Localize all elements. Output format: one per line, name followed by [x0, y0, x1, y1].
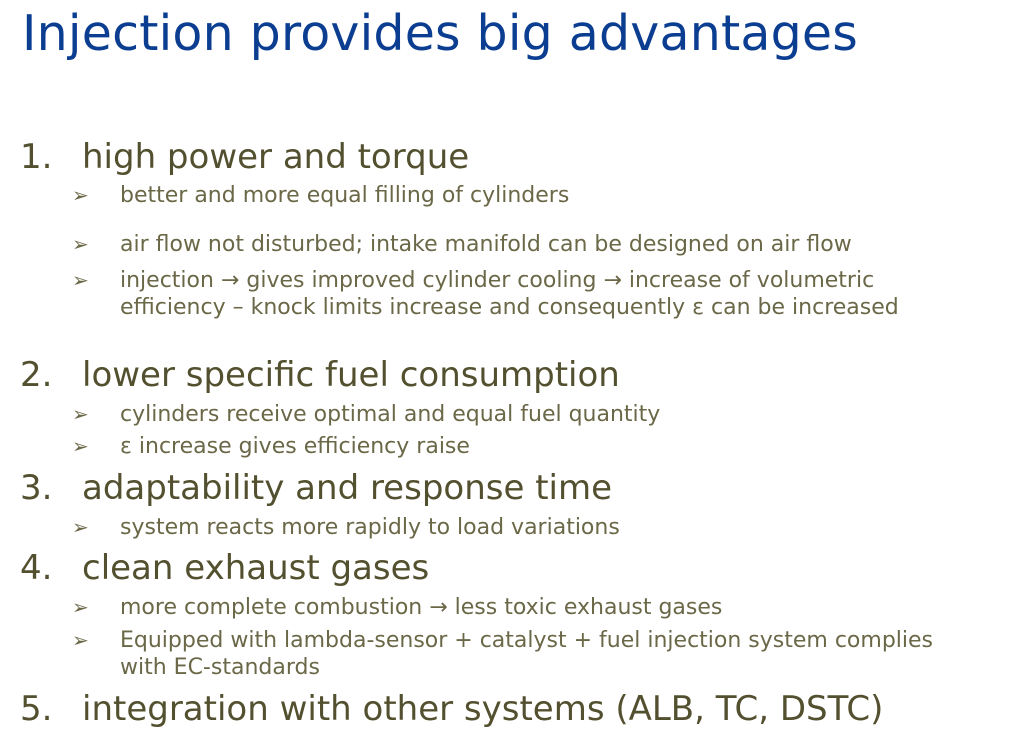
point-heading: adaptability and response time — [82, 468, 613, 508]
sub-item-text: Equipped with lambda-sensor + catalyst + fuel injection system complies with EC-standards — [120, 628, 934, 680]
arrow-bullet-icon: ➢ — [72, 628, 89, 652]
arrow-bullet-icon: ➢ — [72, 268, 89, 292]
sub-item-text: injection → gives improved cylinder cooling → increase of volumetric efficiency – knock limits increase and consequently ε can be increased — [120, 268, 899, 320]
point-number: 3. — [20, 468, 53, 508]
point-number: 2. — [20, 355, 53, 395]
point-heading: high power and torque — [82, 137, 470, 177]
sub-item-text: ε increase gives efficiency raise — [120, 434, 470, 459]
arrow-bullet-icon: ➢ — [72, 595, 89, 619]
point-2 — [20, 355, 620, 395]
point-4 — [20, 548, 429, 588]
sub-item — [72, 182, 972, 209]
point-number: 5. — [20, 689, 53, 729]
arrow-bullet-icon: ➢ — [72, 515, 89, 539]
sub-item — [72, 267, 972, 321]
point-5 — [20, 689, 883, 729]
arrow-bullet-icon: ➢ — [72, 402, 89, 426]
arrow-bullet-icon: ➢ — [72, 232, 89, 256]
point-3 — [20, 468, 612, 508]
sub-item — [72, 231, 972, 258]
sub-item-text: system reacts more rapidly to load variations — [120, 515, 620, 540]
point-number: 1. — [20, 137, 53, 177]
sub-item-text: better and more equal filling of cylinders — [120, 183, 570, 208]
point-heading: integration with other systems (ALB, TC, DSTC) — [82, 689, 884, 729]
sub-item — [72, 594, 972, 621]
sub-item — [72, 514, 972, 541]
sub-item-text: more complete combustion → less toxic exhaust gases — [120, 595, 723, 620]
sub-item-text: cylinders receive optimal and equal fuel quantity — [120, 402, 661, 427]
point-1 — [20, 137, 469, 177]
slide-title: Injection provides big advantages — [22, 5, 858, 62]
arrow-bullet-icon: ➢ — [72, 434, 89, 458]
point-heading: clean exhaust gases — [82, 548, 430, 588]
sub-item — [72, 433, 972, 460]
sub-item-text: air flow not disturbed; intake manifold can be designed on air flow — [120, 232, 852, 257]
point-number: 4. — [20, 548, 53, 588]
arrow-bullet-icon: ➢ — [72, 183, 89, 207]
point-heading: lower specific fuel consumption — [82, 355, 620, 395]
sub-item — [72, 627, 972, 681]
sub-item — [72, 401, 972, 428]
